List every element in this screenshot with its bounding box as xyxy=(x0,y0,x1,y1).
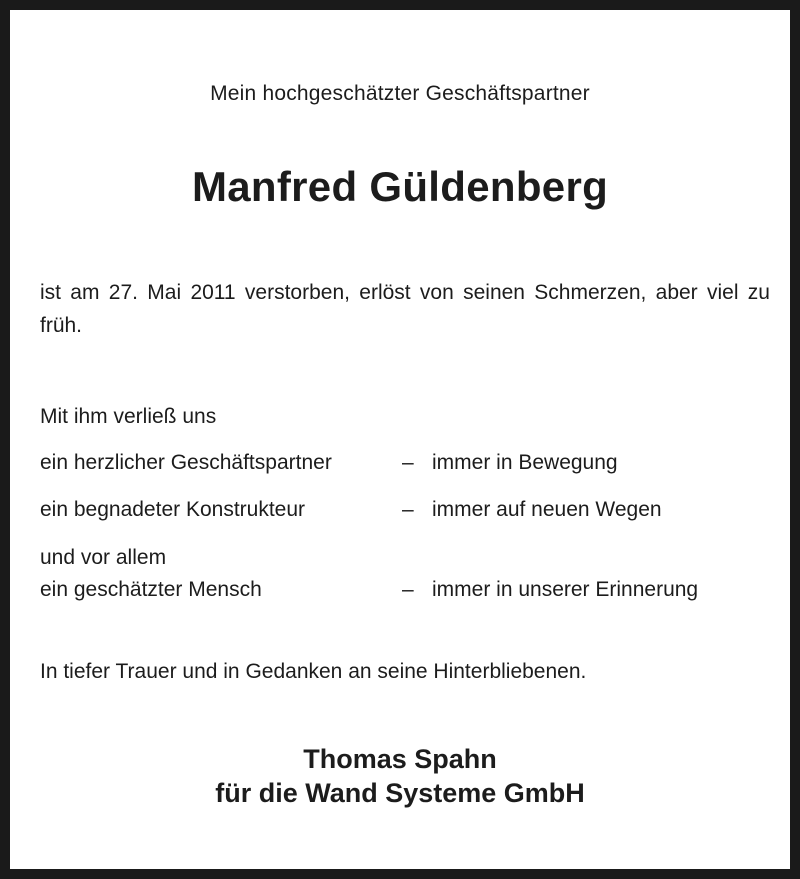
tribute-left: ein geschätzter Mensch xyxy=(40,578,262,601)
tribute-right: immer in Bewegung xyxy=(432,451,618,474)
lead-in-line: Mit ihm verließ uns xyxy=(40,405,217,428)
closing-line: In tiefer Trauer und in Gedanken an seine Hinterbliebenen. xyxy=(40,660,587,683)
signature-name: Thomas Spahn xyxy=(303,744,497,774)
notice-subtitle: Mein hochgeschätzter Geschäftspartner xyxy=(210,82,590,105)
tribute-dash: – xyxy=(402,451,414,474)
deceased-name: Manfred Güldenberg xyxy=(191,163,609,210)
tribute-right: immer in unserer Erinnerung xyxy=(432,578,699,601)
tribute-dash: – xyxy=(402,498,414,521)
tribute-right: immer auf neuen Wegen xyxy=(432,498,662,521)
tribute-dash: – xyxy=(402,578,414,601)
tribute-row xyxy=(40,578,780,606)
tribute-row xyxy=(40,451,780,479)
tribute-row xyxy=(40,498,780,526)
tribute-left: ein begnadeter Konstrukteur xyxy=(40,498,306,521)
signature-company: für die Wand Systeme GmbH xyxy=(215,778,585,808)
tribute-left: ein herzlicher Geschäftspartner xyxy=(40,451,332,474)
notice-intro: ist am 27. Mai 2011 verstorben, erlöst von seinen Schmerzen, aber viel zu früh. xyxy=(40,281,770,337)
before-last-line: und vor allem xyxy=(40,546,167,569)
